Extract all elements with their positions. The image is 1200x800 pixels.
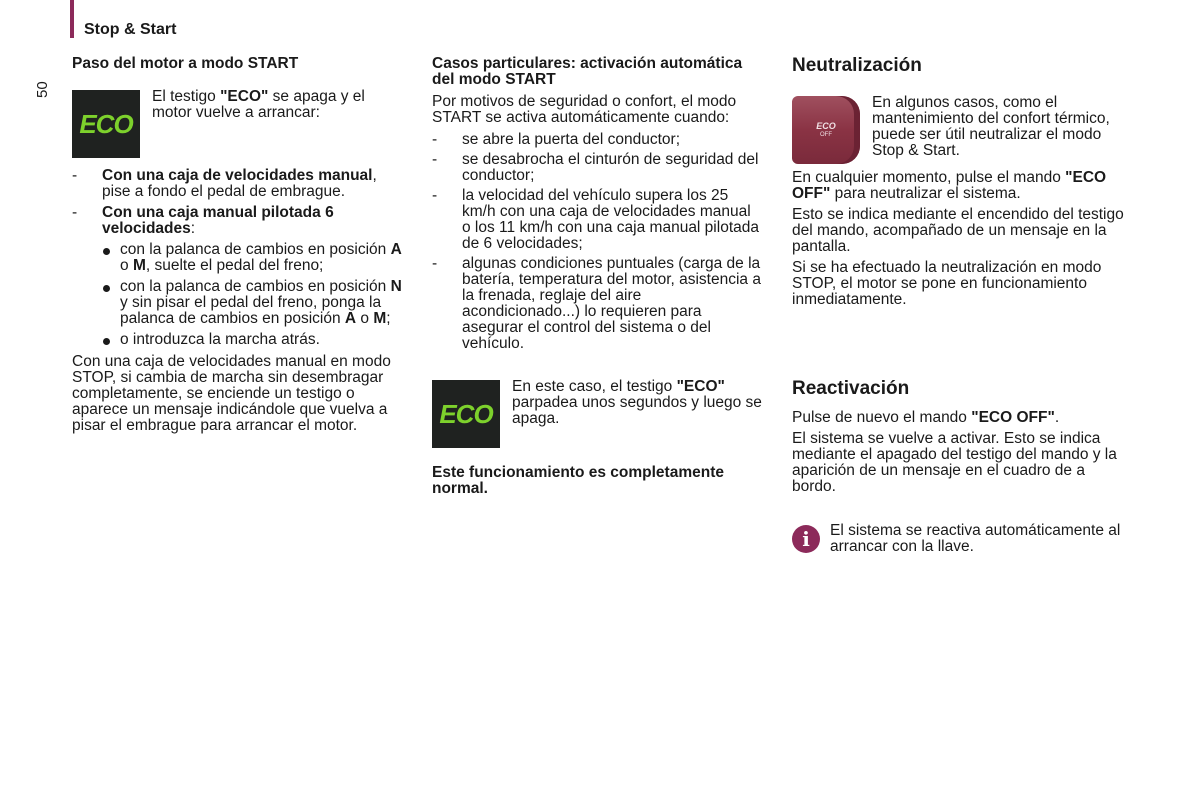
auto-start-conditions-list xyxy=(432,132,762,352)
indicator-paragraph: Esto se indica mediante el encendido del testigo del mando, acompañado de un mensaje en la pantalla. xyxy=(792,206,1124,255)
section-heading-particular-cases: Casos particulares: activación automática del modo START xyxy=(432,55,743,88)
section-heading-reactivation: Reactivación xyxy=(792,378,910,399)
list-item: - la velocidad del vehículo supera los 25 km/h con una caja de velocidades manual o los 11 km/h con una caja manual pilotada de 6 velocidades; xyxy=(432,188,762,252)
stop-mode-paragraph: Si se ha efectuado la neutralización en modo STOP, el motor se pone en funcionamiento inmediatamente. xyxy=(792,259,1102,308)
info-note-text: El sistema se reactiva automáticamente al arrancar con la llave. xyxy=(830,522,1121,555)
reactivation-indication-paragraph: El sistema se vuelve a activar. Esto se indica mediante el apagado del testigo del mando y la aparición de un mensaje en el cuadro de a bordo. xyxy=(792,430,1117,495)
page-number: 50 xyxy=(34,81,51,98)
info-icon: i xyxy=(792,525,820,553)
info-note xyxy=(792,522,1132,555)
eco-warning-light-icon: ECO xyxy=(72,90,140,158)
eco-blinking-block xyxy=(432,380,762,448)
eco-indicator-block xyxy=(72,90,402,158)
eco-off-button-icon: ECO OFF xyxy=(792,96,860,164)
eco-warning-light-icon: ECO xyxy=(432,380,500,448)
eco-off-description: En algunos casos, como el mantenimiento del confort térmico, puede ser útil neutralizar el modo Stop & Start. xyxy=(872,94,1110,159)
eco-blinking-description: En este caso, el testigo "ECO" parpadea unos segundos y luego se apaga. xyxy=(512,378,762,427)
bullet-item: con la palanca de cambios en posición N y sin pisar el pedal del freno, ponga la palanca de cambios en posición A o M; xyxy=(102,279,402,327)
list-item: - se abre la puerta del conductor; xyxy=(432,132,762,148)
neutralize-paragraph: En cualquier momento, pulse el mando "ECO OFF" para neutralizar el sistema. xyxy=(792,169,1107,202)
list-item: - algunas condiciones puntuales (carga de la batería, temperatura del motor, asistencia a la frenada, reglaje del aire acondicionado...) lo requieren para asegurar el control del sistema o del vehículo. xyxy=(432,256,762,352)
header-accent-bar xyxy=(70,0,74,38)
page-header-title: Stop & Start xyxy=(84,21,177,38)
eco-indicator-description: El testigo "ECO" se apaga y el motor vuelve a arrancar: xyxy=(152,88,365,121)
eco-off-button-block xyxy=(792,96,1132,164)
manual-stop-paragraph: Con una caja de velocidades manual en modo STOP, si cambia de marcha sin desembragar completamente, se enciende un testigo o aparece un mensaje indicándole que vuelva a pisar el embrague para arrancar el motor. xyxy=(72,353,391,434)
piloted-gearbox-bullets xyxy=(102,242,402,348)
intro-paragraph: Por motivos de seguridad o confort, el modo START se activa automáticamente cuando: xyxy=(432,93,737,126)
list-item: - se desabrocha el cinturón de seguridad del conductor; xyxy=(432,152,762,184)
reactivate-paragraph: Pulse de nuevo el mando "ECO OFF". xyxy=(792,409,1060,426)
transmission-list xyxy=(72,168,402,348)
column-neutralization xyxy=(792,56,1132,555)
list-item-manual-gearbox: - Con una caja de velocidades manual, pise a fondo el pedal de embrague. xyxy=(72,168,402,200)
section-heading-start: Paso del motor a modo START xyxy=(72,55,299,72)
bullet-item: con la palanca de cambios en posición A o M, suelte el pedal del freno; xyxy=(102,242,402,274)
list-item-piloted-gearbox: - Con una caja manual pilotada 6 velocidades: con la palanca de cambios en posición A o M, suelte el pedal del freno; con la palanca de cambios en posición N y sin pisar el pedal del freno, ponga la palanca de cambios en posición A o M; o introduzca la marcha atrás. xyxy=(72,205,402,348)
column-start-mode xyxy=(72,56,402,434)
normal-operation-note: Este funcionamiento es completamente normal. xyxy=(432,464,724,497)
column-automatic-start xyxy=(432,56,762,497)
section-heading-neutralization: Neutralización xyxy=(792,55,922,76)
bullet-item: o introduzca la marcha atrás. xyxy=(102,332,402,348)
